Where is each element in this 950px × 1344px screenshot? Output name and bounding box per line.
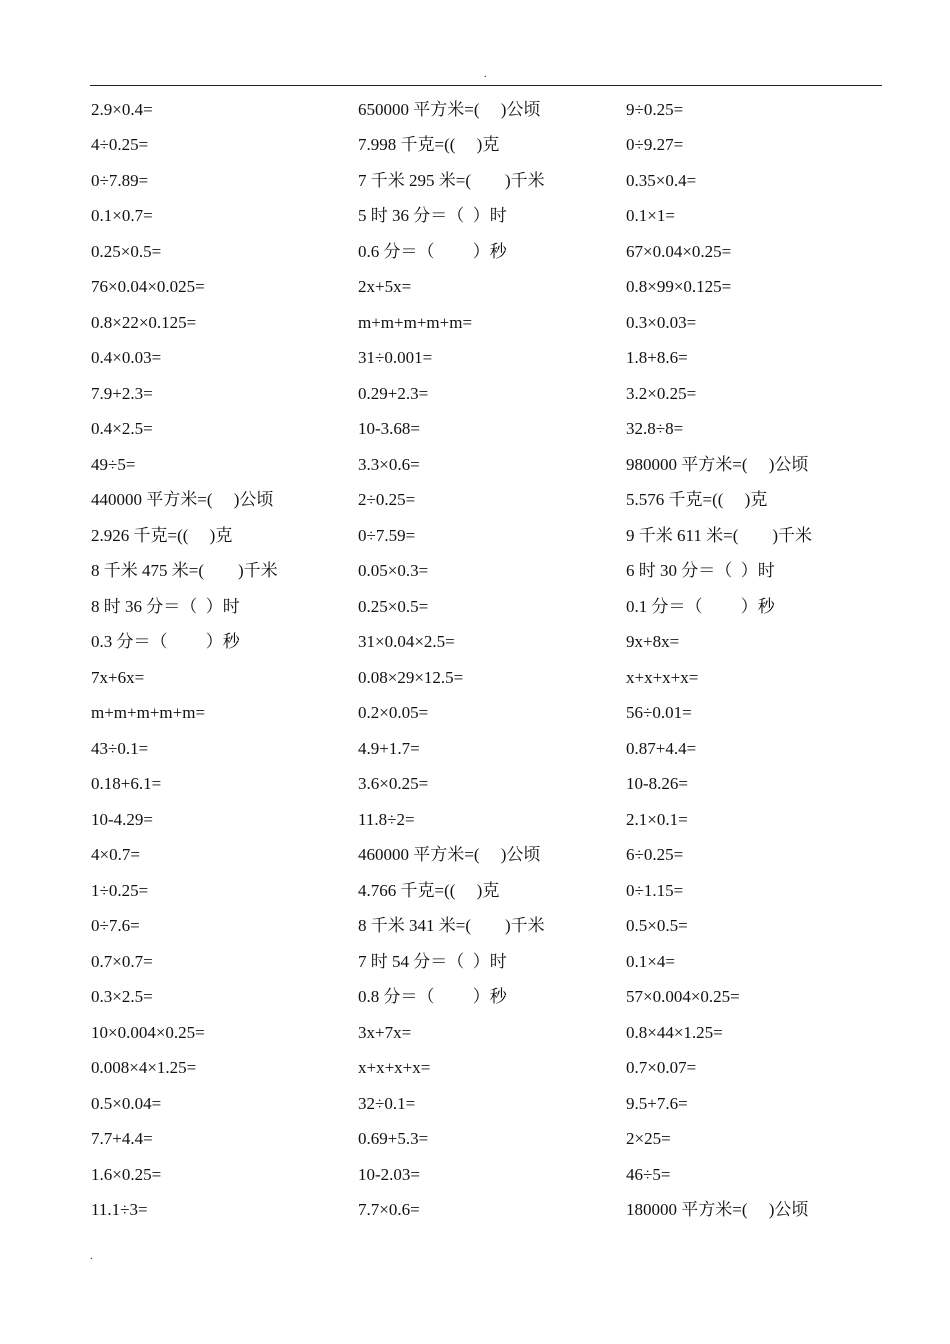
problem-cell: 2.1×0.1= [626,809,688,829]
problem-cell: 0÷7.59= [358,525,416,545]
problem-row [91,873,891,909]
header-mark: . [484,69,487,80]
problem-row [91,731,891,767]
problem-cell: 180000 平方米=( )公顷 [626,1200,809,1220]
problem-cell: 0.4×0.03= [91,348,162,368]
problem-cell: 6÷0.25= [626,845,684,865]
problem-cell: 0.8×44×1.25= [626,1022,723,1042]
problem-cell: 7.7×0.6= [358,1200,420,1220]
problem-cell: 0.08×29×12.5= [358,667,464,687]
problem-row [91,909,891,945]
problem-cell: 0.25×0.5= [91,241,162,261]
problem-row [91,163,891,199]
problem-cell: 56÷0.01= [626,703,692,723]
problem-cell: 10-3.68= [358,419,420,439]
problem-row [91,589,891,625]
problem-cell: 11.8÷2= [358,809,415,829]
problem-cell: 1.6×0.25= [91,1164,162,1184]
problem-cell: 32÷0.1= [358,1093,416,1113]
problem-cell: 11.1÷3= [91,1200,148,1220]
problem-cell: 57×0.004×0.25= [626,987,740,1007]
problem-row [91,1015,891,1051]
problem-cell: 10-8.26= [626,774,688,794]
problem-cell: 0.4×2.5= [91,419,153,439]
header-rule [90,85,882,86]
problem-cell: 0.1 分＝（ ）秒 [626,596,775,616]
problem-row [91,1157,891,1193]
problem-cell: 9÷0.25= [626,99,684,119]
problem-cell: 8 千米 475 米=( )千米 [91,561,278,581]
problem-cell: 0.3×0.03= [626,312,697,332]
problem-cell: 76×0.04×0.025= [91,277,205,297]
problem-cell: 0÷9.27= [626,135,684,155]
problem-row [91,1086,891,1122]
problem-cell: 0.8×99×0.125= [626,277,732,297]
problem-cell: 7x+6x= [91,667,145,687]
problem-row [91,838,891,874]
problem-cell: 9.5+7.6= [626,1093,688,1113]
problem-cell: 2×25= [626,1129,671,1149]
problem-cell: 67×0.04×0.25= [626,241,732,261]
problem-cell: 7.998 千克=(( )克 [358,135,500,155]
problem-cell: 31×0.04×2.5= [358,632,455,652]
problem-cell: 0.35×0.4= [626,170,697,190]
problem-cell: 7 千米 295 米=( )千米 [358,170,545,190]
problem-cell: x+x+x+x= [358,1058,431,1078]
problem-cell: 0.1×0.7= [91,206,153,226]
problem-cell: 10×0.004×0.25= [91,1022,205,1042]
problem-cell: m+m+m+m+m= [358,312,473,332]
problem-cell: 2.926 千克=(( )克 [91,525,233,545]
problem-cell: 1÷0.25= [91,880,149,900]
problem-row [91,1051,891,1087]
problem-row [91,199,891,235]
problem-row [91,980,891,1016]
problem-row [91,1122,891,1158]
problem-row [91,234,891,270]
problem-cell: 0.1×1= [626,206,675,226]
problem-cell: 1.8+8.6= [626,348,688,368]
problem-cell: m+m+m+m+m= [91,703,206,723]
problem-cell: 0.008×4×1.25= [91,1058,197,1078]
problem-cell: 4.766 千克=(( )克 [358,880,500,900]
problem-grid [91,92,891,1228]
problem-row [91,128,891,164]
problem-cell: 8 千米 341 米=( )千米 [358,916,545,936]
problem-cell: 0.3×2.5= [91,987,153,1007]
problem-cell: 0.8 分＝（ ）秒 [358,987,507,1007]
problem-row [91,412,891,448]
problem-cell: 0.7×0.07= [626,1058,697,1078]
problem-cell: 650000 平方米=( )公顷 [358,99,541,119]
problem-cell: 8 时 36 分＝（ ）时 [91,596,240,616]
problem-cell: 7.7+4.4= [91,1129,153,1149]
problem-cell: x+x+x+x= [626,667,699,687]
problem-cell: 0.25×0.5= [358,596,429,616]
problem-row [91,447,891,483]
problem-cell: 43÷0.1= [91,738,149,758]
problem-cell: 10-2.03= [358,1164,420,1184]
problem-cell: 0.6 分＝（ ）秒 [358,241,507,261]
problem-cell: 7.9+2.3= [91,383,153,403]
problem-cell: 0.5×0.5= [626,916,688,936]
problem-cell: 31÷0.001= [358,348,433,368]
problem-cell: 0÷7.6= [91,916,140,936]
problem-cell: 0.2×0.05= [358,703,429,723]
problem-cell: 5 时 36 分＝（ ）时 [358,206,507,226]
problem-row [91,483,891,519]
problem-row [91,518,891,554]
problem-cell: 10-4.29= [91,809,153,829]
problem-cell: 0.18+6.1= [91,774,162,794]
problem-cell: 3.6×0.25= [358,774,429,794]
problem-cell: 46÷5= [626,1164,671,1184]
problem-cell: 0÷1.15= [626,880,684,900]
problem-cell: 460000 平方米=( )公顷 [358,845,541,865]
problem-cell: 4÷0.25= [91,135,149,155]
problem-cell: 32.8÷8= [626,419,684,439]
problem-cell: 49÷5= [91,454,136,474]
problem-cell: 0.05×0.3= [358,561,429,581]
problem-cell: 0.1×4= [626,951,675,971]
problem-row [91,944,891,980]
problem-cell: 0.87+4.4= [626,738,697,758]
problem-cell: 4.9+1.7= [358,738,420,758]
problem-cell: 2÷0.25= [358,490,416,510]
problem-row [91,802,891,838]
problem-row [91,305,891,341]
problem-row [91,376,891,412]
problem-row [91,554,891,590]
problem-cell: 7 时 54 分＝（ ）时 [358,951,507,971]
problem-row [91,625,891,661]
problem-cell: 9x+8x= [626,632,680,652]
problem-row [91,767,891,803]
problem-row [91,660,891,696]
problem-row [91,270,891,306]
problem-cell: 4×0.7= [91,845,140,865]
problem-cell: 0.29+2.3= [358,383,429,403]
problem-cell: 9 千米 611 米=( )千米 [626,525,813,545]
problem-cell: 3x+7x= [358,1022,412,1042]
problem-cell: 5.576 千克=(( )克 [626,490,768,510]
problem-cell: 440000 平方米=( )公顷 [91,490,274,510]
problem-row [91,92,891,128]
problem-cell: 0.3 分＝（ ）秒 [91,632,240,652]
problem-cell: 2.9×0.4= [91,99,153,119]
problem-cell: 980000 平方米=( )公顷 [626,454,809,474]
problem-cell: 0÷7.89= [91,170,149,190]
problem-cell: 0.7×0.7= [91,951,153,971]
problem-row [91,1193,891,1229]
problem-cell: 3.2×0.25= [626,383,697,403]
problem-cell: 0.5×0.04= [91,1093,162,1113]
footer-mark: . [90,1251,93,1262]
problem-cell: 0.69+5.3= [358,1129,429,1149]
problem-row [91,696,891,732]
problem-cell: 3.3×0.6= [358,454,420,474]
problem-cell: 6 时 30 分＝（ ）时 [626,561,775,581]
problem-row [91,341,891,377]
problem-cell: 0.8×22×0.125= [91,312,197,332]
problem-cell: 2x+5x= [358,277,412,297]
